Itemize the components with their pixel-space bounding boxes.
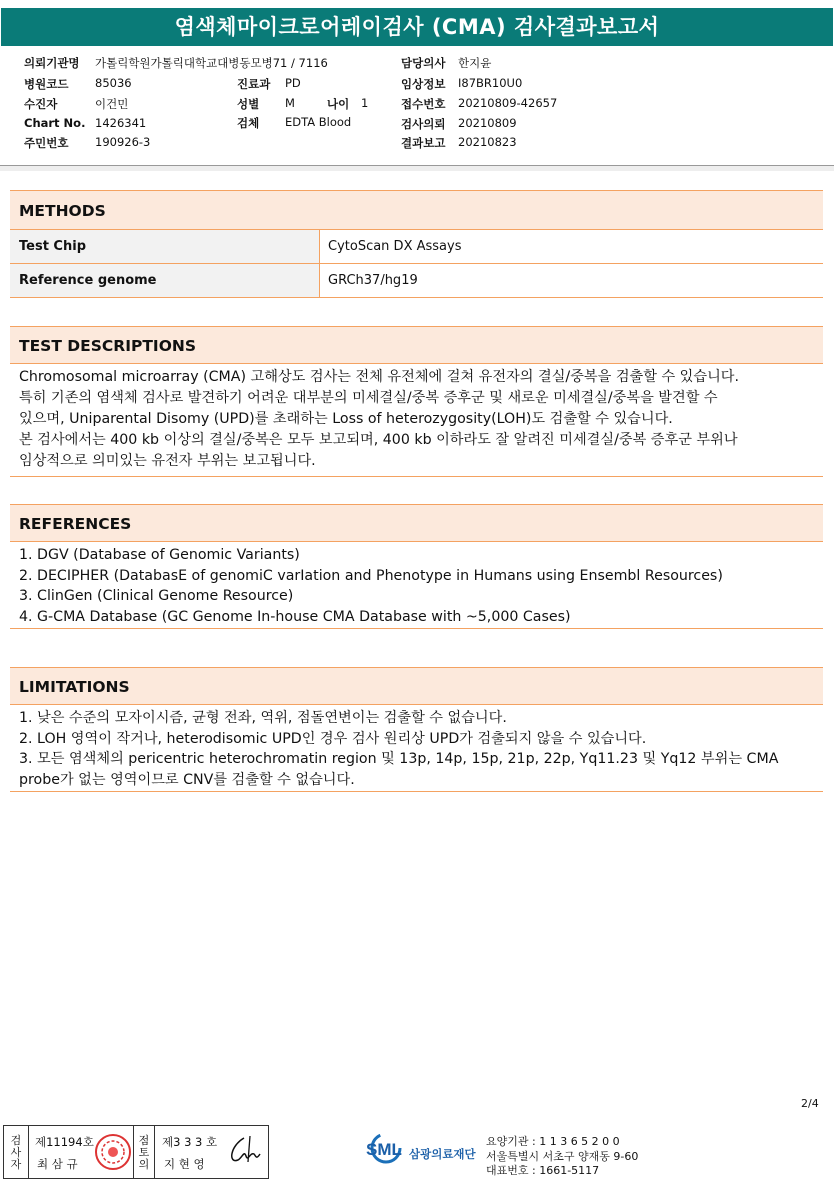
- patient-label: 수진자: [24, 97, 58, 111]
- specimen-label: 검체: [237, 116, 260, 130]
- receipt-label: 접수번호: [401, 97, 446, 111]
- report-value: 20210823: [458, 135, 517, 149]
- chart-label: Chart No.: [24, 116, 86, 130]
- descriptions-text: [19, 367, 819, 472]
- limitation-item: 2. LOH 영역이 작거나, heterodisomic UPD인 경우 검사 원리상 UPD가 검출되지 않을 수 있습니다.: [19, 730, 647, 747]
- sex-value: M: [285, 96, 295, 110]
- descriptions-heading: TEST DESCRIPTIONS: [10, 326, 823, 364]
- reviewer-name: 지 현 영: [164, 1157, 205, 1171]
- header-shade: [0, 166, 834, 171]
- limitation-item: 1. 낮은 수준의 모자이시즘, 균형 전좌, 역위, 점돌연변이는 검출할 수 없습니다.: [19, 710, 507, 726]
- org-phone: 대표번호 : 1661-5117: [486, 1164, 600, 1177]
- reference-item: 2. DECIPHER (DatabasE of genomiC varIation and Phenotype in Humans using Ensembl Resources): [19, 567, 723, 584]
- doctor-label: 담당의사: [401, 56, 446, 70]
- references-heading: REFERENCES: [10, 504, 823, 542]
- age-value: 1: [361, 96, 369, 110]
- age-label: 나이: [327, 97, 350, 111]
- reference-item: 3. ClinGen (Clinical Genome Resource): [19, 588, 294, 604]
- dept-label: 진료과: [237, 77, 271, 91]
- institution-label: 의뢰기관명: [24, 56, 80, 70]
- methods-heading: METHODS: [10, 190, 823, 230]
- signature-icon: [222, 1130, 264, 1172]
- care-number: 요양기관 : 1 1 3 6 5 2 0 0: [486, 1135, 620, 1148]
- patient-value: 이건민: [95, 97, 129, 111]
- chart-value: 1426341: [95, 116, 147, 130]
- limitation-item: 3. 모든 염색체의 pericentric heterochromatin region 및 13p, 14p, 15p, 21p, 22p, Yq11.23 및 Yq12 부위는 CMA: [19, 751, 779, 767]
- limitation-item: probe가 없는 영역이므로 CNV를 검출할 수 없습니다.: [19, 771, 355, 788]
- tester-number: 제11194호: [35, 1135, 94, 1149]
- logo-text: SML: [366, 1140, 402, 1159]
- reviewer-number: 제3 3 3 호: [162, 1135, 218, 1149]
- methods-key: Test Chip: [10, 230, 320, 263]
- dept-value: PD: [285, 76, 301, 90]
- seal-icon: [93, 1132, 133, 1172]
- tester-name: 최 삼 규: [37, 1157, 78, 1171]
- methods-value: CytoScan DX Assays: [328, 239, 462, 254]
- methods-row-genome: [10, 264, 823, 298]
- description-line: 특히 기존의 염색체 검사로 발견하기 어려운 대부분의 미세결실/중복 증후군 및 새로운 미세결실/중복을 발견할 수: [19, 390, 718, 406]
- hospital-code-label: 병원코드: [24, 77, 69, 91]
- org-address: 서울특별시 서초구 양재동 9-60: [486, 1150, 639, 1163]
- hospital-code-value: 85036: [95, 76, 132, 90]
- description-line: 임상적으로 의미있는 유전자 부위는 보고됩니다.: [19, 453, 316, 469]
- reviewer-label: 점 토 의: [138, 1134, 150, 1171]
- limitations-bottom-rule: [10, 791, 823, 792]
- references-bottom-rule: [10, 628, 823, 629]
- org-name: 삼광의료재단: [409, 1147, 476, 1161]
- tester-label: 검 사 자: [10, 1134, 22, 1171]
- specimen-value: EDTA Blood: [285, 115, 352, 129]
- receipt-value: 20210809-42657: [458, 96, 558, 110]
- reference-item: 4. G-CMA Database (GC Genome In-house CMA Database with ~5,000 Cases): [19, 608, 571, 625]
- doctor-value: 한지윤: [458, 56, 492, 70]
- sex-label: 성별: [237, 97, 260, 111]
- methods-key: Reference genome: [10, 264, 320, 297]
- clinical-value: I87BR10U0: [458, 76, 523, 90]
- request-value: 20210809: [458, 116, 517, 130]
- description-line: 본 검사에서는 400 kb 이상의 결실/중복은 모두 보고되며, 400 kb 이하라도 잘 알려진 미세결실/중복 증후군 부위나: [19, 432, 738, 448]
- footer: [0, 1120, 834, 1189]
- methods-value: GRCh37/hg19: [328, 273, 418, 288]
- limitations-list: [19, 708, 819, 790]
- reference-item: 1. DGV (Database of Genomic Variants): [19, 547, 300, 563]
- description-line: Chromosomal microarray (CMA) 고해상도 검사는 전체 유전체에 걸쳐 유전자의 결실/중복을 검출할 수 있습니다.: [19, 369, 739, 385]
- references-list: [19, 545, 819, 627]
- resident-value: 190926-3: [95, 135, 151, 149]
- methods-row-chip: [10, 230, 823, 264]
- report-title: 염색체마이크로어레이검사 (CMA) 검사결과보고서: [1, 8, 833, 46]
- institution-value: 가톨릭학원가톨릭대학교대병동모병71 / 7116: [95, 56, 328, 70]
- resident-label: 주민번호: [24, 136, 69, 150]
- report-label: 결과보고: [401, 136, 446, 150]
- description-line: 있으며, Uniparental Disomy (UPD)를 초래하는 Loss of heterozygosity(LOH)도 검출할 수 있습니다.: [19, 411, 673, 427]
- request-label: 검사의뢰: [401, 117, 446, 131]
- descriptions-bottom-rule: [10, 476, 823, 477]
- clinical-label: 임상정보: [401, 77, 446, 91]
- limitations-heading: LIMITATIONS: [10, 667, 823, 705]
- page-number: 2/4: [801, 1097, 819, 1110]
